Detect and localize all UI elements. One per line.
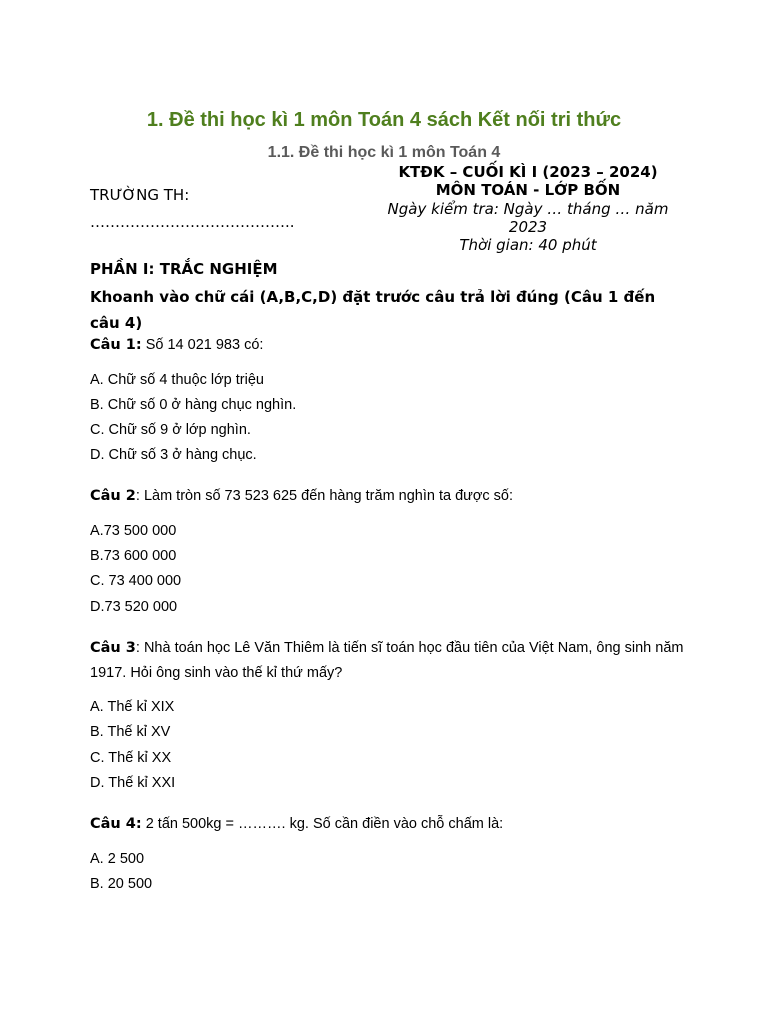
question-text: : Nhà toán học Lê Văn Thiêm là tiến sĩ toán học đầu tiên của Việt Nam, ông sinh năm 1917. Hỏi ông sinh vào thế kỉ thứ mấy?: [90, 640, 684, 681]
exam-title: KTĐK – CUỐI KÌ I (2023 – 2024): [398, 163, 658, 181]
question-1-option-c: C. Chữ số 9 ở lớp nghìn.: [90, 422, 251, 438]
question-4-option-b: B. 20 500: [90, 876, 153, 892]
question-3-option-d: D. Thế kỉ XXI: [90, 775, 176, 791]
question-2-option-c: C. 73 400 000: [90, 573, 182, 589]
question-2-option-d: D.73 520 000: [90, 599, 178, 615]
question-text: 2 tấn 500kg = ………. kg. Số cần điền vào chỗ chấm là:: [141, 816, 504, 832]
part-title: PHẦN I: TRẮC NGHIỆM: [90, 260, 278, 278]
question-label: Câu 2: [90, 488, 136, 504]
exam-date: Ngày kiểm tra: Ngày … tháng … năm 2023: [387, 200, 669, 236]
question-3-option-c: C. Thế kỉ XX: [90, 750, 172, 766]
school-label: TRƯỜNG TH:: [90, 186, 190, 204]
question-1-option-b: B. Chữ số 0 ở hàng chục nghìn.: [90, 397, 297, 413]
question-2-option-a: A.73 500 000: [90, 523, 177, 539]
question-4: [90, 812, 690, 837]
question-3-option-a: A. Thế kỉ XIX: [90, 699, 175, 715]
exam-subject: MÔN TOÁN - LỚP BỐN: [435, 181, 621, 199]
question-label: Câu 1:: [90, 337, 142, 353]
question-label: Câu 3: [90, 640, 136, 656]
question-label: Câu 4:: [90, 816, 142, 832]
question-2-option-b: B.73 600 000: [90, 548, 177, 564]
question-1-option-d: D. Chữ số 3 ở hàng chục.: [90, 447, 257, 463]
question-2: [90, 484, 690, 509]
school-name-blank: …………………………………..: [90, 213, 295, 231]
exam-time: Thời gian: 40 phút: [459, 236, 597, 254]
question-3: [90, 636, 685, 686]
question-1: [90, 333, 690, 358]
instruction: Khoanh vào chữ cái (A,B,C,D) đặt trước câu trả lời đúng (Câu 1 đến câu 4): [90, 288, 656, 332]
question-3-option-b: B. Thế kỉ XV: [90, 724, 171, 740]
question-text: : Làm tròn số 73 523 625 đến hàng trăm nghìn ta được số:: [135, 488, 514, 504]
question-text: Số 14 021 983 có:: [141, 337, 264, 353]
sub-heading: 1.1. Đề thi học kì 1 môn Toán 4: [267, 144, 501, 161]
question-1-option-a: A. Chữ số 4 thuộc lớp triệu: [90, 372, 264, 388]
question-4-option-a: A. 2 500: [90, 851, 145, 867]
main-heading: 1. Đề thi học kì 1 môn Toán 4 sách Kết nối tri thức: [146, 109, 622, 131]
